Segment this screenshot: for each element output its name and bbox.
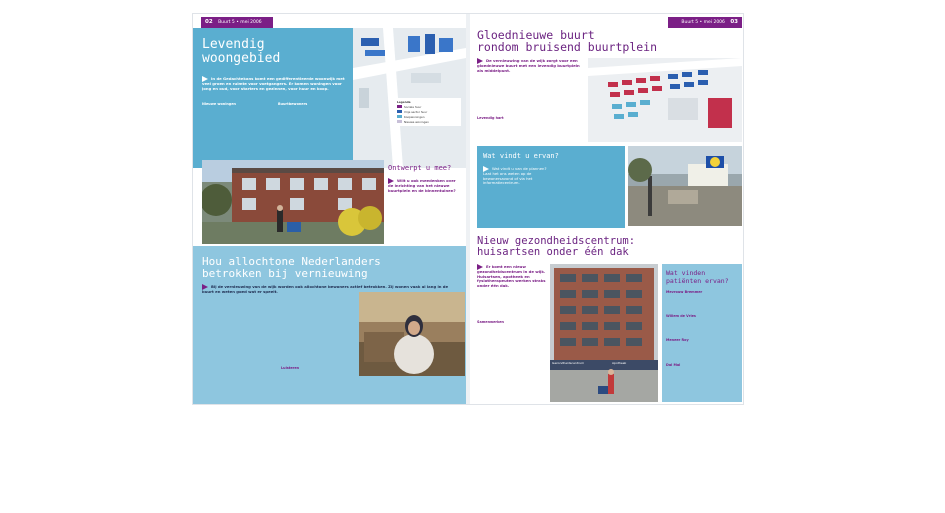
body-text-col3	[202, 308, 277, 398]
box-intro-ontwerpt: Wilt u ook meedenken over de inrichting van het nieuwe buurtplein en de binnentuinen?	[388, 178, 456, 193]
patient-name: Mevrouw Bremmer	[666, 290, 703, 294]
page-number: 03	[730, 19, 738, 25]
box-title-ontwerpt: Ontwerpt u mee?	[388, 164, 452, 172]
box-intro-vindt: Wat vindt u van de plannen? Laat het ons weten op de bewonersavond of via het informatiecentrum.	[483, 166, 547, 186]
article-intro-allochtone: Bij de vernieuwing van de wijk worden ook allochtone bewoners actief betrokken. Zij wonen vaak al lang in de buurt en weten goed wat er speelt.	[202, 284, 449, 294]
article-title-woongebied: Levendig woongebied	[202, 37, 281, 66]
map-legend: Legenda Sociale huur Vrije sector huur Koopwoningen Nieuwe woningen	[395, 98, 461, 126]
article-intro-gezondheid: Er komt een nieuw gezondheidscentrum in de wijk. Huisartsen, apotheek en fysiotherapeuten werken straks onder één dak.	[477, 264, 546, 288]
page-tab-right	[668, 17, 742, 28]
photo-label-left: Gezondheidscentrum	[552, 361, 585, 365]
body-text-buurt: Levendig hart	[477, 116, 504, 120]
box-body-ontwerpt	[388, 202, 460, 242]
right-page	[470, 14, 743, 404]
photo-houses	[202, 160, 384, 244]
body-text-col1: Nieuwe woningen	[202, 102, 236, 106]
box-body-vindt	[554, 166, 622, 222]
running-head: Buurt 5 • mei 2006	[681, 20, 725, 25]
photo-market	[628, 146, 742, 226]
site-map-left	[353, 28, 466, 168]
photo-label-right: Apotheek	[612, 361, 627, 365]
body-text-col2: Buurtbewoners	[278, 102, 308, 106]
article-intro-woongebied: In de Gedachtekans komt een gedifferentieerde woonwijk met veel groen en ruimte voor voetgangers. Er komen woningen voor jong en oud, voor starters en gezinnen, voor huur en koop.	[202, 76, 345, 91]
body-text-gezondheid: Samenwerken	[477, 320, 504, 324]
patient-name: Willem de Vries	[666, 314, 696, 319]
article-intro-buurt: De vernieuwing van de wijk zorgt voor een gloednieuwe buurt met een levendig buurtplein als middelpunt.	[477, 58, 580, 73]
patient-name: Dai Mai	[666, 362, 681, 367]
site-map-right	[588, 58, 742, 142]
article-title-gezondheid: Nieuw gezondheidscentrum: huisartsen onder één dak	[477, 235, 636, 258]
photo-health-centre	[550, 264, 658, 402]
page-tab-left	[201, 17, 273, 28]
article-title-allochtone: Hou allochtone Nederlanders betrokken bij vernieuwing	[202, 255, 381, 280]
patient-name: Meneer Roy	[666, 338, 689, 343]
box-title-vindt: Wat vindt u ervan?	[483, 152, 559, 160]
body-text-col4: Luisteren	[281, 366, 300, 370]
box-title-patienten: Wat vinden patiënten ervan?	[666, 269, 729, 285]
page-number: 02	[205, 19, 213, 25]
photo-woman	[359, 292, 465, 376]
running-head: Buurt 5 • mei 2006	[218, 20, 262, 25]
magazine-spread	[193, 14, 743, 404]
box-body-patienten	[666, 288, 738, 398]
site-map-graphic	[588, 58, 742, 142]
article-title-buurt: Gloednieuwe buurt rondom bruisend buurtplein	[477, 28, 658, 54]
left-page	[193, 14, 466, 404]
